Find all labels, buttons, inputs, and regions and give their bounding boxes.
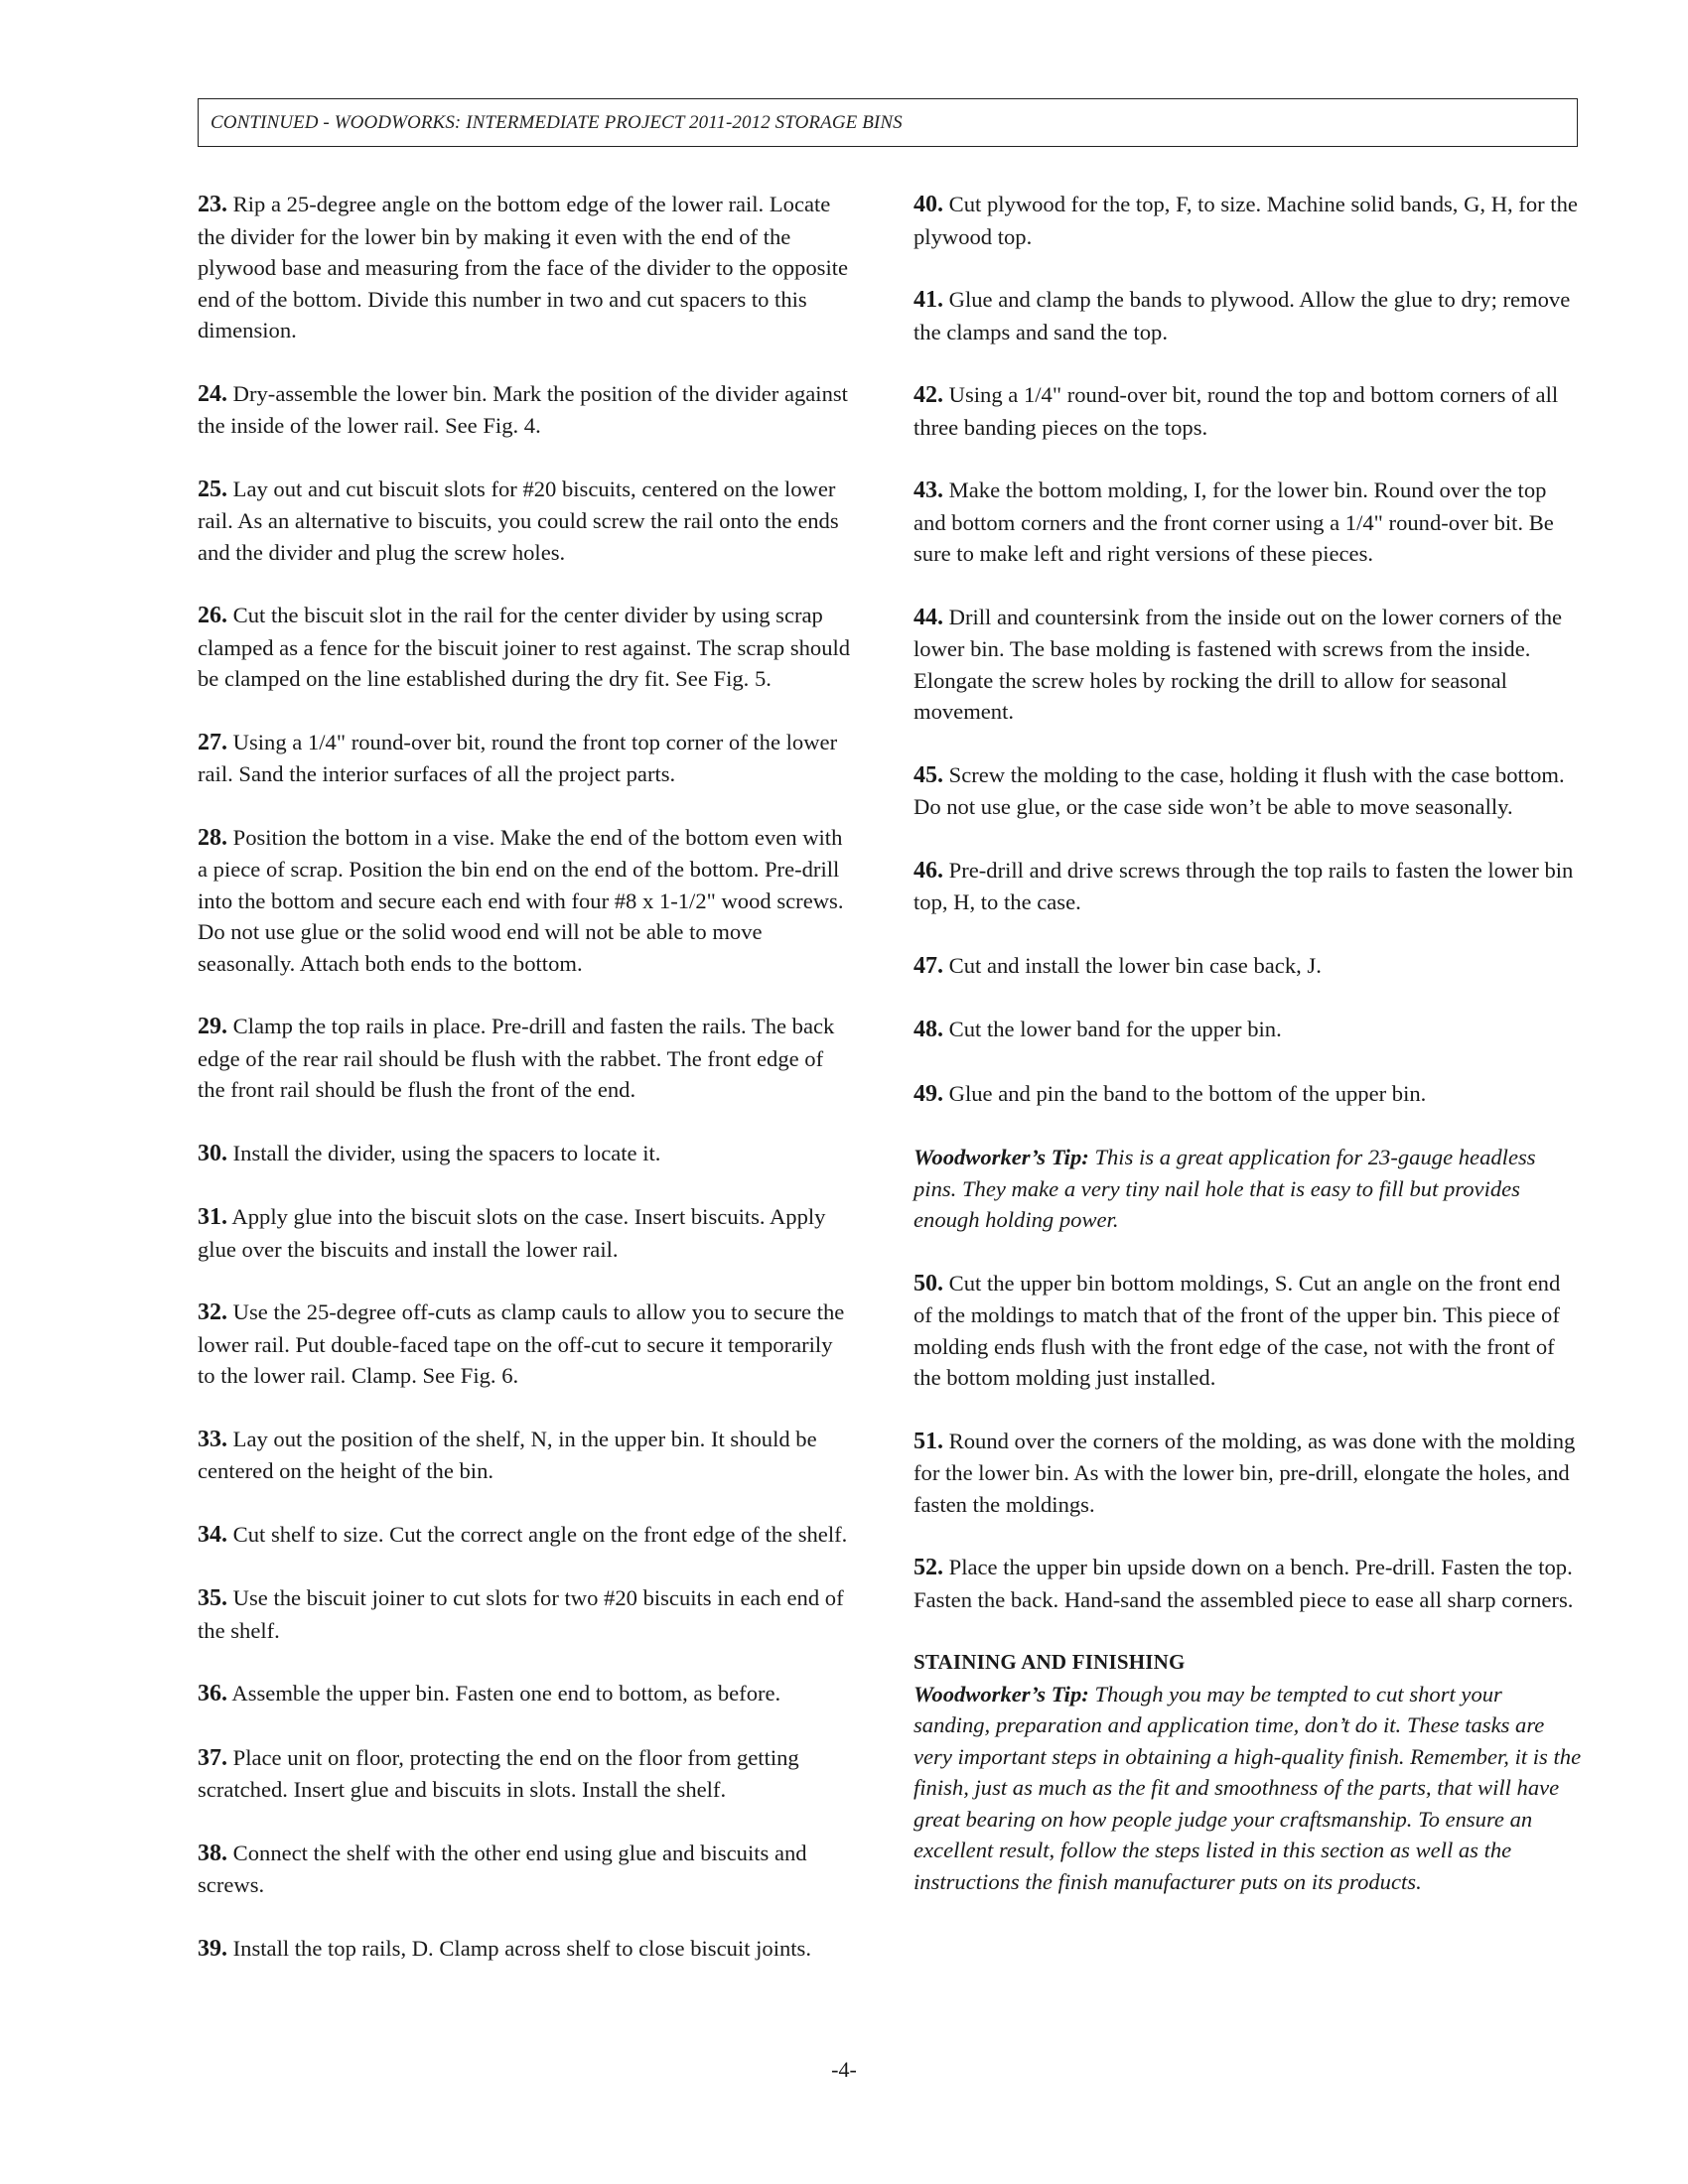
step-text: Drill and countersink from the inside out on the lower corners of the lower bin. The base molding is fastened with screws from the inside. Elongate the screw holes by rocking the drill to allow for seasonal movement. <box>914 604 1563 724</box>
step-number: 33. <box>198 1426 227 1452</box>
step-paragraph <box>914 1078 1584 1111</box>
step-paragraph <box>914 475 1584 570</box>
step-paragraph <box>914 189 1584 252</box>
step-paragraph <box>198 727 853 790</box>
step-paragraph <box>914 602 1584 728</box>
right-column <box>914 189 1584 1929</box>
step-text: Cut plywood for the top, F, to size. Machine solid bands, G, H, for the plywood top. <box>914 192 1578 249</box>
step-paragraph <box>914 1268 1584 1394</box>
page-number: -4- <box>831 2057 857 2082</box>
step-text: Cut the upper bin bottom moldings, S. Cut an angle on the front end of the moldings to match that of the front of the upper bin. This piece of molding ends flush with the front edge of the case, not with the front of the bottom molding just installed. <box>914 1270 1561 1390</box>
step-text: Pre-drill and drive screws through the top rails to fasten the lower bin top, H, to the case. <box>914 857 1574 914</box>
step-number: 41. <box>914 287 943 313</box>
step-number: 39. <box>198 1935 227 1962</box>
step-paragraph <box>198 600 853 695</box>
step-number: 27. <box>198 729 227 755</box>
step-paragraph <box>198 378 853 442</box>
step-number: 28. <box>198 824 227 851</box>
step-number: 38. <box>198 1840 227 1866</box>
step-text: Glue and pin the band to the bottom of the upper bin. <box>948 1080 1427 1106</box>
step-paragraph <box>198 1424 853 1487</box>
step-paragraph <box>198 1742 853 1806</box>
step-paragraph <box>914 759 1584 823</box>
step-text: Install the top rails, D. Clamp across shelf to close biscuit joints. <box>232 1935 811 1961</box>
step-number: 52. <box>914 1555 943 1580</box>
finishing-section <box>914 1647 1584 1897</box>
step-paragraph <box>914 379 1584 443</box>
woodworker-tip <box>914 1142 1584 1236</box>
page-header <box>198 98 1578 147</box>
step-text: Cut the lower band for the upper bin. <box>948 1017 1282 1041</box>
step-number: 32. <box>198 1299 227 1325</box>
step-paragraph <box>914 1552 1584 1615</box>
left-column <box>198 189 853 1996</box>
step-number: 42. <box>914 382 943 408</box>
step-paragraph <box>914 284 1584 347</box>
step-number: 50. <box>914 1270 943 1297</box>
step-paragraph <box>198 474 853 569</box>
step-number: 47. <box>914 952 943 979</box>
step-number: 26. <box>198 603 227 628</box>
step-paragraph <box>198 189 853 346</box>
section-heading: STAINING AND FINISHING <box>914 1650 1186 1674</box>
step-text: Lay out the position of the shelf, N, in the upper bin. It should be centered on the height of the bin. <box>198 1426 817 1483</box>
step-text: Cut shelf to size. Cut the correct angle on the front edge of the shelf. <box>232 1521 848 1547</box>
step-paragraph <box>914 855 1584 918</box>
step-text: Screw the molding to the case, holding it flush with the case bottom. Do not use glue, or the case side won’t be able to move seasonally. <box>914 761 1565 819</box>
step-number: 49. <box>914 1080 943 1107</box>
step-text: Cut the biscuit slot in the rail for the center divider by using scrap clamped as a fence for the biscuit joiner to rest against. The scrap should be clamped on the line established during the dry fit. See Fig. 5. <box>198 603 851 691</box>
step-number: 43. <box>914 478 943 503</box>
step-paragraph <box>914 1426 1584 1521</box>
step-text: Lay out and cut biscuit slots for #20 biscuits, centered on the lower rail. As an alternative to biscuits, you could screw the rail onto the ends and the divider and plug the screw holes. <box>198 476 839 565</box>
step-text: Connect the shelf with the other end using glue and biscuits and screws. <box>198 1840 807 1897</box>
step-number: 46. <box>914 857 943 884</box>
step-text: Use the biscuit joiner to cut slots for two #20 biscuits in each end of the shelf. <box>198 1585 844 1643</box>
step-text: Cut and install the lower bin case back, J. <box>948 952 1322 978</box>
step-paragraph <box>198 1011 853 1106</box>
step-text: Place unit on floor, protecting the end on the floor from getting scratched. Insert glue and biscuits in slots. Install the shelf. <box>198 1744 799 1802</box>
step-number: 25. <box>198 476 227 502</box>
step-text: Assemble the upper bin. Fasten one end to bottom, as before. <box>231 1681 781 1706</box>
step-number: 35. <box>198 1585 227 1611</box>
step-number: 34. <box>198 1521 227 1548</box>
step-paragraph <box>198 1838 853 1901</box>
step-number: 40. <box>914 192 943 217</box>
step-text: Place the upper bin upside down on a bench. Pre-drill. Fasten the top. Fasten the back. Hand-sand the assembled piece to ease all sharp corners. <box>914 1555 1574 1612</box>
tip-label: Woodworker’s Tip: <box>914 1145 1089 1169</box>
step-text: Rip a 25-degree angle on the bottom edge of the lower rail. Locate the divider for the lower bin by making it even with the end of the plywood base and measuring from the face of the divider to the opposite end of the bottom. Divide this number in two and cut spacers to this dimension. <box>198 192 849 342</box>
step-number: 23. <box>198 192 227 217</box>
step-number: 31. <box>198 1204 227 1230</box>
step-text: Position the bottom in a vise. Make the end of the bottom even with a piece of scrap. Position the bin end on the end of the bottom. Pre-drill into the bottom and secure each end with four #8 x 1-1/2" wood screws. Do not use glue or the solid wood end will not be able to move seasonally. Attach both ends to the bottom. <box>198 824 844 976</box>
step-number: 51. <box>914 1428 943 1454</box>
step-paragraph <box>198 1678 853 1710</box>
step-number: 29. <box>198 1014 227 1039</box>
step-paragraph <box>914 950 1584 983</box>
step-text: Use the 25-degree off-cuts as clamp cauls to allow you to secure the lower rail. Put double-faced tape on the off-cut to secure it temporarily to the lower rail. Clamp. See Fig. 6. <box>198 1299 845 1388</box>
header-title: CONTINUED - WOODWORKS: INTERMEDIATE PROJECT 2011-2012 STORAGE BINS <box>211 111 903 133</box>
step-number: 44. <box>914 604 943 630</box>
step-text: Glue and clamp the bands to plywood. Allow the glue to dry; remove the clamps and sand the top. <box>914 287 1571 344</box>
finishing-tip-label: Woodworker’s Tip: <box>914 1681 1089 1706</box>
step-number: 48. <box>914 1017 943 1042</box>
step-text: Apply glue into the biscuit slots on the case. Insert biscuits. Apply glue over the biscuits and install the lower rail. <box>198 1204 826 1262</box>
step-paragraph <box>198 1297 853 1392</box>
step-paragraph <box>198 1519 853 1552</box>
step-paragraph <box>198 1933 853 1966</box>
step-paragraph <box>198 822 853 980</box>
step-text: Round over the corners of the molding, as was done with the molding for the lower bin. As with the lower bin, pre-drill, elongate the holes, and fasten the moldings. <box>914 1428 1576 1517</box>
step-paragraph <box>198 1201 853 1265</box>
step-text: Install the divider, using the spacers to locate it. <box>232 1140 661 1165</box>
step-paragraph <box>914 1014 1584 1046</box>
step-number: 37. <box>198 1744 227 1771</box>
step-text: Clamp the top rails in place. Pre-drill and fasten the rails. The back edge of the rear rail should be flush with the rabbet. The front edge of the front rail should be flush the front of the end. <box>198 1014 835 1102</box>
step-text: Using a 1/4" round-over bit, round the top and bottom corners of all three banding pieces on the tops. <box>914 382 1559 440</box>
step-text: Using a 1/4" round-over bit, round the front top corner of the lower rail. Sand the interior surfaces of all the project parts. <box>198 729 838 786</box>
finishing-tip-text: Though you may be tempted to cut short your sanding, preparation and application time, don’t do it. These tasks are very important steps in obtaining a high-quality finish. Remember, it is the finish, just as much as the fit and smoothness of the parts, that will have great bearing on how people judge your craftsmanship. To ensure an excellent result, follow the steps listed in this section as well as the instructions the finish manufacturer puts on its products. <box>914 1681 1582 1894</box>
step-number: 36. <box>198 1681 227 1706</box>
tip-text: This is a great application for 23-gauge headless pins. They make a very tiny nail hole that is easy to fill but provides enough holding power. <box>914 1145 1536 1232</box>
step-number: 45. <box>914 761 943 788</box>
step-number: 30. <box>198 1140 227 1166</box>
step-paragraph <box>198 1582 853 1646</box>
step-number: 24. <box>198 380 227 407</box>
step-text: Make the bottom molding, I, for the lower bin. Round over the top and bottom corners and the front corner using a 1/4" round-over bit. Be sure to make left and right versions of these pieces. <box>914 478 1554 566</box>
step-paragraph <box>198 1138 853 1170</box>
step-text: Dry-assemble the lower bin. Mark the position of the divider against the inside of the lower rail. See Fig. 4. <box>198 380 848 438</box>
